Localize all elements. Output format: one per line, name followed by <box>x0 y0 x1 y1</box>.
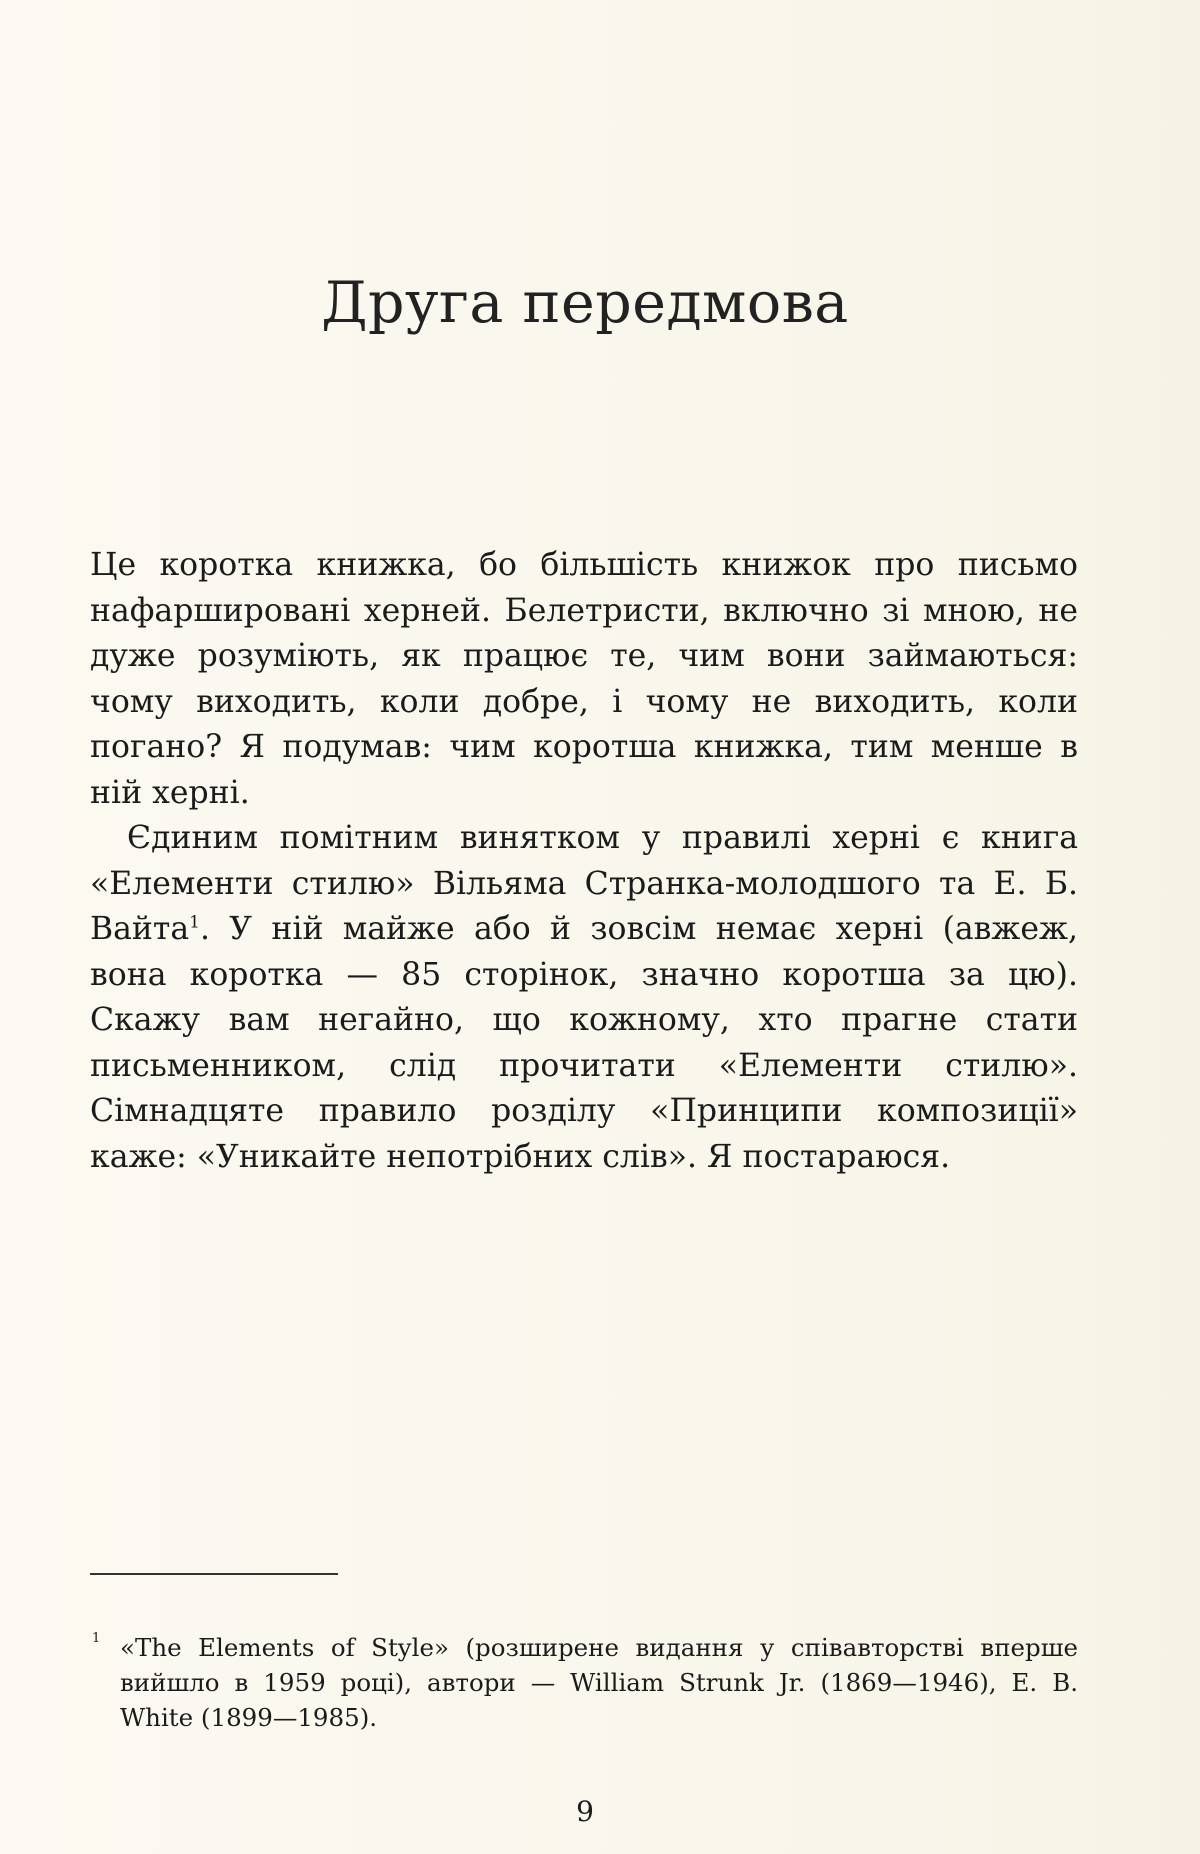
body-text <box>90 543 1078 1180</box>
footnote-text: «The Elements of Style» (розширене видання у співавторстві вперше вийшло в 1959 році), автори — William Strunk Jr. (1869—1946), E. B. White (1899—1985). <box>120 1633 1078 1732</box>
paragraph-2-text-after-ref: . У ній майже або й зовсім немає херні (авжеж, вона коротка — 85 сторінок, значно коротша за цю). Скажу вам негайно, що кожному, хто прагне стати письменником, слід прочитати «Елементи стилю». Сімнадцяте правило розділу «Принципи композиції» каже: «Уникайте непотрібних слів». Я постараюся. <box>90 911 1078 1175</box>
paragraph-2-text-before-ref: Єдиним помітним винятком у правилі херні є книга «Елементи стилю» Вільяма Странка-молодшого та Е. Б. Вайта <box>90 820 1078 947</box>
footnote <box>90 1630 1078 1735</box>
chapter-heading: Друга передмова <box>321 270 849 336</box>
footnote-number: 1 <box>92 1631 101 1646</box>
paragraph-2 <box>90 816 1078 1180</box>
footnote-reference: 1 <box>189 912 200 933</box>
footnote-divider <box>90 1573 338 1575</box>
paragraph-1: Це коротка книжка, бо більшість книжок про письмо нафаршировані херней. Белетристи, включно зі мною, не дуже розуміють, як працює те, чим вони займаються: чому виходить, коли добре, і чому не виходить, коли погано? Я подумав: чим коротша книжка, тим менше в ній херні. <box>90 547 1078 811</box>
page-number: 9 <box>576 1795 594 1828</box>
